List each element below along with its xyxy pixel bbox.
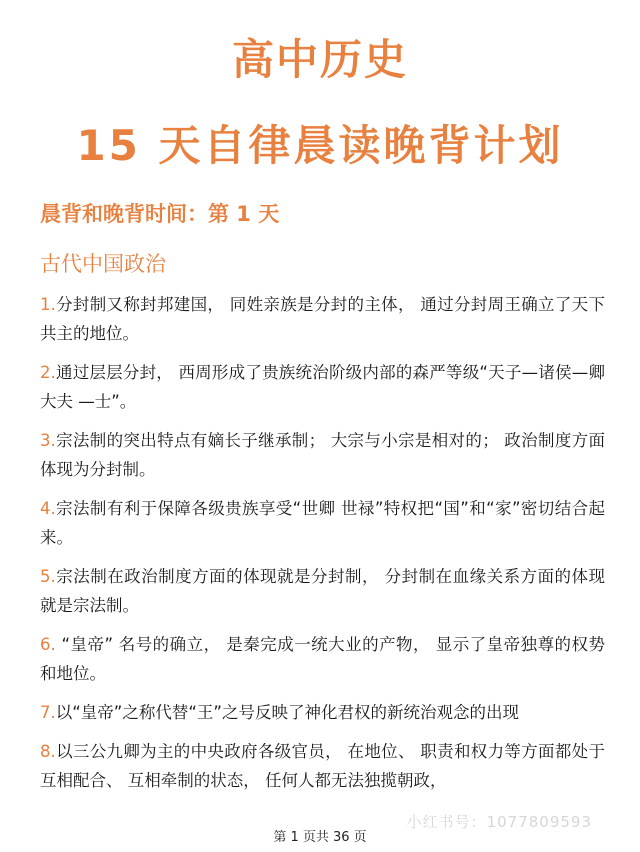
item-number: 3. [40, 431, 56, 450]
item-text: 以三公九卿为主的中央政府各级官员， 在地位、 职责和权力等方面都处于互相配合、 互相牵制的状态， 任何人都无法独揽朝政， [40, 742, 605, 790]
item-text: “皇帝” 名号的确立， 是秦完成一统大业的产物， 显示了皇帝独尊的权势和地位。 [40, 635, 605, 683]
list-item [40, 698, 605, 727]
list-item [40, 358, 605, 416]
list-item [40, 737, 605, 795]
watermark-text: 小红书号：1077809593 [406, 813, 592, 831]
item-text: 以“皇帝”之称代替“王”之号反映了神化君权的新统治观念的出现 [55, 703, 519, 722]
list-item [40, 494, 605, 552]
item-number: 6. [40, 635, 56, 654]
item-text: 宗法制的突出特点有嫡长子继承制； 大宗与小宗是相对的； 政治制度方面体现为分封制。 [40, 431, 605, 479]
list-item [40, 630, 605, 688]
document-title-line-2: 15 天自律晨读晚背计划 [76, 121, 564, 170]
item-text: 宗法制在政治制度方面的体现就是分封制， 分封制在血缘关系方面的体现就是宗法制。 [40, 567, 605, 615]
item-number: 4. [40, 499, 56, 518]
list-item [40, 426, 605, 484]
item-text: 分封制又称封邦建国， 同姓亲族是分封的主体， 通过分封周王确立了天下共主的地位。 [40, 295, 605, 343]
schedule-subtitle: 晨背和晚背时间：第 1 天 [40, 202, 280, 226]
item-number: 1. [40, 295, 56, 314]
page-number-footer: 第 1 页共 36 页 [273, 830, 367, 845]
list-item [40, 290, 605, 348]
item-number: 8. [40, 742, 56, 761]
item-number: 5. [40, 567, 56, 586]
item-text: 宗法制有利于保障各级贵族享受“世卿 世禄”特权把“国”和“家”密切结合起来。 [40, 499, 605, 547]
item-text: 通过层层分封， 西周形成了贵族统治阶级内部的森严等级“天子—诸侯—卿大夫 —士”。 [40, 363, 605, 411]
list-item [40, 562, 605, 620]
section-heading: 古代中国政治 [40, 252, 166, 276]
item-number: 7. [40, 703, 56, 722]
item-list [40, 290, 605, 805]
document-title-line-1: 高中历史 [231, 35, 408, 84]
item-number: 2. [40, 363, 56, 382]
